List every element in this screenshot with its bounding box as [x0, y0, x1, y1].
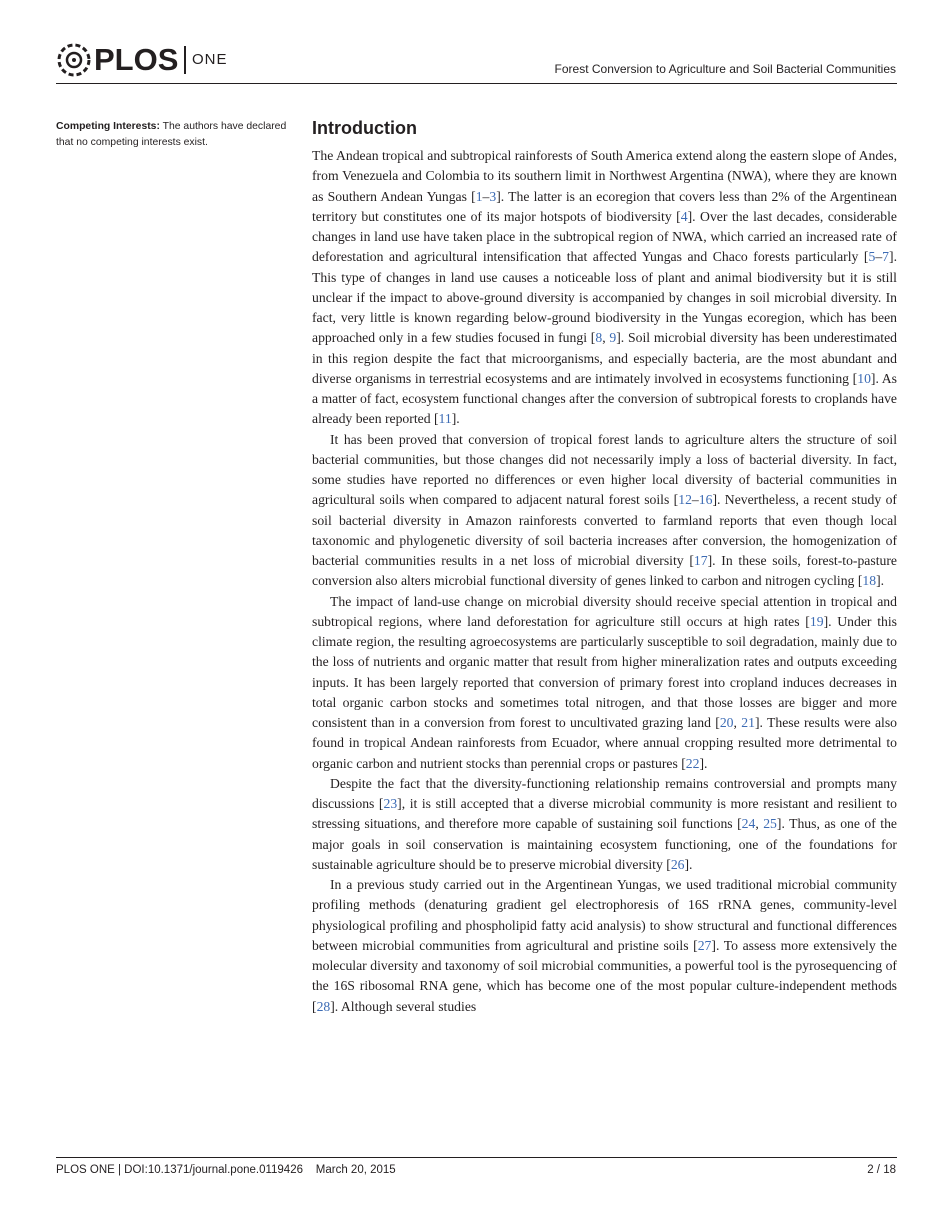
- paragraph-text: ]. Thus, as one of the major goals in soil conservation is maintaining ecosystem functioning, one of the foundations for sustainable agriculture should be to preserve microbial diversity [: [312, 816, 897, 872]
- citation-link[interactable]: 17: [693, 553, 708, 568]
- article-body: [312, 146, 897, 1017]
- paragraph-text: ].: [684, 856, 693, 872]
- body-paragraph: [312, 875, 897, 1017]
- citation-link[interactable]: 22: [685, 755, 700, 771]
- paragraph-text: ]. To assess more extensively the molecular diversity and taxonomy of soil microbial communities, a powerful tool is the pyrosequencing of the 16S ribosomal RNA gene, which has become one of the most popular culture-independent methods [: [312, 937, 897, 1014]
- paragraph-text: ], it is still accepted that a diverse microbial community is more resistant and resilient to stressing situations, and therefore more capable of sustaining soil functions [: [312, 796, 897, 832]
- paragraph-text: –: [691, 492, 699, 508]
- logo-wordmark: PLOS: [94, 42, 179, 77]
- paragraph-text: ,: [755, 816, 764, 832]
- page-number: 2 / 18: [867, 1164, 896, 1176]
- paragraph-text: ,: [602, 330, 610, 346]
- paragraph-text: ].: [876, 573, 885, 589]
- paragraph-text: ]. As a matter of fact, ecosystem functional changes after the conversion of subtropical forests to croplands have already been reported [: [312, 370, 898, 427]
- paragraph-text: –: [482, 188, 490, 204]
- citation-link[interactable]: 16: [698, 492, 713, 508]
- citation-link[interactable]: 12: [678, 492, 692, 508]
- section-heading: Introduction: [312, 118, 417, 138]
- citation-link[interactable]: 3: [489, 188, 497, 204]
- citation-link[interactable]: 25: [763, 816, 777, 832]
- citation-link[interactable]: 10: [857, 370, 871, 386]
- paragraph-text: ]. Soil microbial diversity has been underestimated in this region despite the fact that microorganisms, and especially bacteria, are the most abundant and diverse organisms in terrestrial ecosystems and are intimately involved in ecosystems functioning [: [312, 330, 897, 386]
- header-rule: [56, 83, 897, 84]
- citation-link[interactable]: 18: [862, 573, 877, 589]
- logo-journal-name: ONE: [192, 51, 228, 68]
- paragraph-text: Despite the fact that the diversity-functioning relationship remains controversial and prompts many discussions [: [312, 775, 897, 811]
- paragraph-text: ,: [733, 715, 742, 730]
- paragraph-text: The Andean tropical and subtropical rainforests of South America extend along the eastern slope of Andes, from Venezuela and Colombia to its southern limit in Northwest Argentina (NWA), where they are known as Southern Andean Yungas [: [312, 148, 897, 204]
- paragraph-text: ]. The latter is an ecoregion that covers less than 2% of the Argentinean territory but constitutes one of its major hotspots of biodiversity [: [312, 188, 897, 224]
- footer-rule: [56, 1157, 897, 1158]
- citation-link[interactable]: 27: [697, 937, 712, 953]
- paragraph-text: ].: [451, 411, 460, 427]
- body-paragraph: [312, 430, 897, 592]
- paragraph-text: ]. These results were also found in tropical Andean rainforests from Ecuador, where annual cropping resulted more detrimental to organic carbon and nutrient stocks than perennial crops or pastures [: [312, 715, 898, 771]
- competing-interests-text: The authors have declared that no competing interests exist.: [56, 121, 287, 148]
- body-paragraph: [312, 592, 897, 774]
- citation-link[interactable]: 28: [316, 998, 331, 1014]
- paragraph-text: ].: [699, 755, 708, 771]
- citation-link[interactable]: 24: [741, 816, 756, 832]
- citation-link[interactable]: 19: [809, 613, 824, 629]
- citation-link[interactable]: 23: [383, 796, 398, 811]
- citation-link[interactable]: 8: [595, 330, 603, 346]
- paragraph-text: ]. This type of changes in land use causes a noticeable loss of plant and animal biodiversity but it is still unclear if the impact to above-ground diversity is accompanied by changes in soil microbial diversity. In fact, very little is known regarding below-ground biodiversity in the Yungas ecoregion, which has been approached only in a few studies focused in fungi [: [312, 249, 897, 346]
- citation-link[interactable]: 20: [719, 715, 734, 730]
- footer-date: March 20, 2015: [315, 1164, 396, 1176]
- citation-link[interactable]: 5: [868, 249, 876, 265]
- footer-doi: PLOS ONE | DOI:10.1371/journal.pone.0119426: [56, 1164, 303, 1176]
- running-title: Forest Conversion to Agriculture and Soil Bacterial Communities: [554, 62, 896, 76]
- paragraph-text: –: [875, 249, 883, 265]
- competing-interests-note: [56, 119, 292, 150]
- citation-link[interactable]: 11: [438, 411, 452, 427]
- citation-link[interactable]: 21: [741, 715, 755, 730]
- body-paragraph: [312, 146, 897, 430]
- paragraph-text: ]. In these soils, forest-to-pasture conversion also alters microbial functional diversity of genes linked to carbon and nitrogen cycling [: [312, 553, 897, 589]
- citation-link[interactable]: 9: [609, 330, 617, 346]
- logo-separator: [184, 46, 186, 74]
- paragraph-text: ]. Over the last decades, considerable changes in land use have taken place in the subtropical region of NWA, which carried an increased rate of deforestation and agricultural intensification that affected Yungas and Chaco forests particularly [: [312, 208, 897, 265]
- citation-link[interactable]: 1: [475, 188, 483, 204]
- body-paragraph: [312, 774, 897, 875]
- plos-logo-icon: [56, 42, 92, 78]
- paragraph-text: The impact of land-use change on microbial diversity should receive special attention in tropical and subtropical regions, where land deforestation for agriculture still occurs at high rates [: [312, 593, 897, 629]
- citation-link[interactable]: 26: [670, 856, 685, 872]
- citation-link[interactable]: 4: [680, 208, 688, 224]
- footer-citation: [56, 1164, 396, 1176]
- citation-link[interactable]: 7: [882, 249, 890, 265]
- paragraph-text: It has been proved that conversion of tropical forest lands to agriculture alters the structure of soil bacterial communities, but those changes did not necessarily imply a loss of bacterial diversity. In fact, some studies have reported no differences or even higher local diversity of bacterial communities in agricultural soils when compared to adjacent natural forest soils [: [312, 431, 897, 508]
- competing-interests-label: Competing Interests:: [56, 121, 160, 132]
- plos-one-logo: [56, 40, 236, 80]
- paragraph-text: ]. Nevertheless, a recent study of soil bacterial diversity in Amazon rainforests converted to farmland reports that even though local taxonomic and phylogenetic diversity of soil bacteria increases after conversion, the homogenization of bacterial communities results in a net loss of microbial diversity [: [312, 492, 897, 568]
- paragraph-text: ]. Although several studies: [330, 998, 477, 1014]
- paragraph-text: ]. Under this climate region, the resulting agroecosystems are particularly susceptible to soil degradation, mainly due to the loss of nutrients and organic matter that result from higher mineralization rates and outputs exceeding inputs. It has been largely reported that conversion of primary forest into cropland induces decreases in total organic carbon stocks and sometimes total nitrogen, and that those losses are bigger and more consistent than in a conversion from forest to uncultivated grazing land [: [312, 613, 897, 730]
- paragraph-text: In a previous study carried out in the Argentinean Yungas, we used traditional microbial community profiling methods (denaturing gradient gel electrophoresis of 16S rRNA genes, community-level physiological profiling and phospholipid fatty acid analysis) to show structural and functional differences between microbial communities from agricultural and pristine soils [: [312, 877, 897, 953]
